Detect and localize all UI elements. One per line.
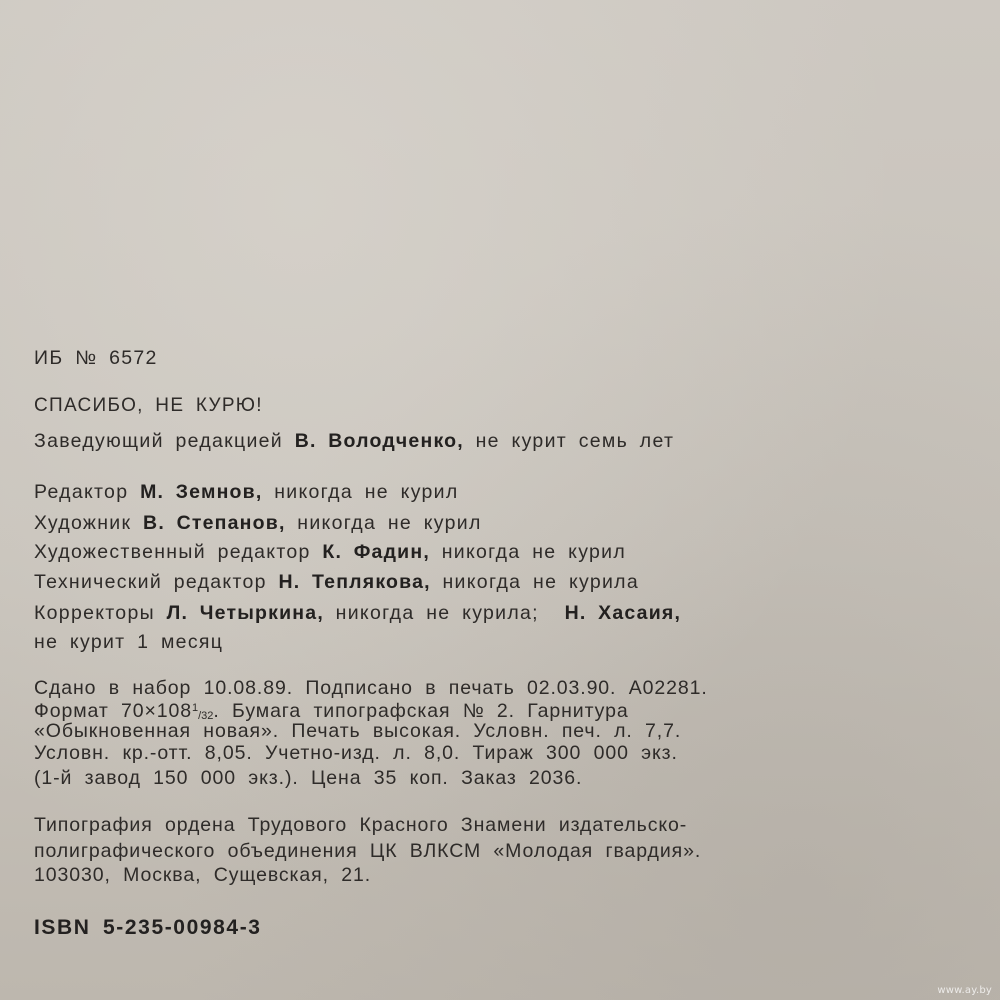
staff-name: Н. Теплякова,: [278, 571, 431, 593]
staff-role: Корректоры: [34, 602, 155, 624]
staff-role: Художественный редактор: [34, 541, 311, 563]
staff-note: никогда не курил: [274, 481, 459, 503]
staff-name: К. Фадин,: [322, 541, 430, 563]
imprint-line-5: (1-й завод 150 000 экз.). Цена 35 коп. Заказ 2036.: [34, 767, 583, 789]
staff-name: В. Степанов,: [143, 512, 286, 534]
staff-line-head-of-editorial: [34, 430, 674, 452]
staff-note: никогда не курила;: [335, 602, 539, 624]
staff-note: никогда не курил: [441, 541, 627, 563]
site-watermark: www.ay.by: [937, 985, 992, 996]
printer-line-2: полиграфического объединения ЦК ВЛКСМ «Молодая гвардия».: [34, 840, 702, 862]
staff-note: никогда не курил: [297, 512, 482, 534]
staff-line-art-editor: [34, 541, 626, 563]
staff-line-editor: [34, 481, 459, 503]
format-fraction-den: /32: [198, 710, 214, 722]
imprint-line-3: «Обыкновенная новая». Печать высокая. Условн. печ. л. 7,7.: [34, 720, 682, 742]
staff-role: Редактор: [34, 481, 129, 503]
format-suffix: . Бумага типографская № 2. Гарнитура: [213, 700, 629, 722]
staff-role: Художник: [34, 512, 132, 534]
staff-line-artist: [34, 512, 482, 534]
staff-name-second: Н. Хасаия,: [564, 602, 682, 624]
staff-note: не курит семь лет: [475, 430, 675, 452]
staff-name: Л. Четыркина,: [166, 602, 324, 624]
isbn: ISBN 5-235-00984-3: [34, 916, 262, 939]
staff-role: Заведующий редакцией: [34, 430, 283, 452]
printer-line-1: Типография ордена Трудового Красного Знамени издательско-: [34, 814, 688, 836]
staff-name: М. Земнов,: [140, 481, 263, 503]
staff-line-tech-editor: [34, 571, 639, 593]
ib-number: ИБ № 6572: [34, 347, 158, 369]
printer-line-3: 103030, Москва, Сущевская, 21.: [34, 864, 372, 886]
staff-line-proofreaders: [34, 602, 681, 624]
staff-note: никогда не курила: [442, 571, 639, 593]
staff-role: Технический редактор: [34, 571, 267, 593]
staff-line-proofreaders-cont: [34, 631, 223, 653]
imprint-line-1: Сдано в набор 10.08.89. Подписано в печать 02.03.90. А02281.: [34, 677, 708, 699]
imprint-line-4: Условн. кр.-отт. 8,05. Учетно-изд. л. 8,0. Тираж 300 000 экз.: [34, 742, 678, 764]
book-title: СПАСИБО, НЕ КУРЮ!: [34, 395, 263, 416]
staff-note-second: не курит 1 месяц: [34, 631, 224, 653]
format-fraction-num: 1: [192, 702, 199, 714]
staff-name: В. Володченко,: [294, 430, 464, 452]
format-prefix: Формат 70×108: [34, 700, 192, 722]
